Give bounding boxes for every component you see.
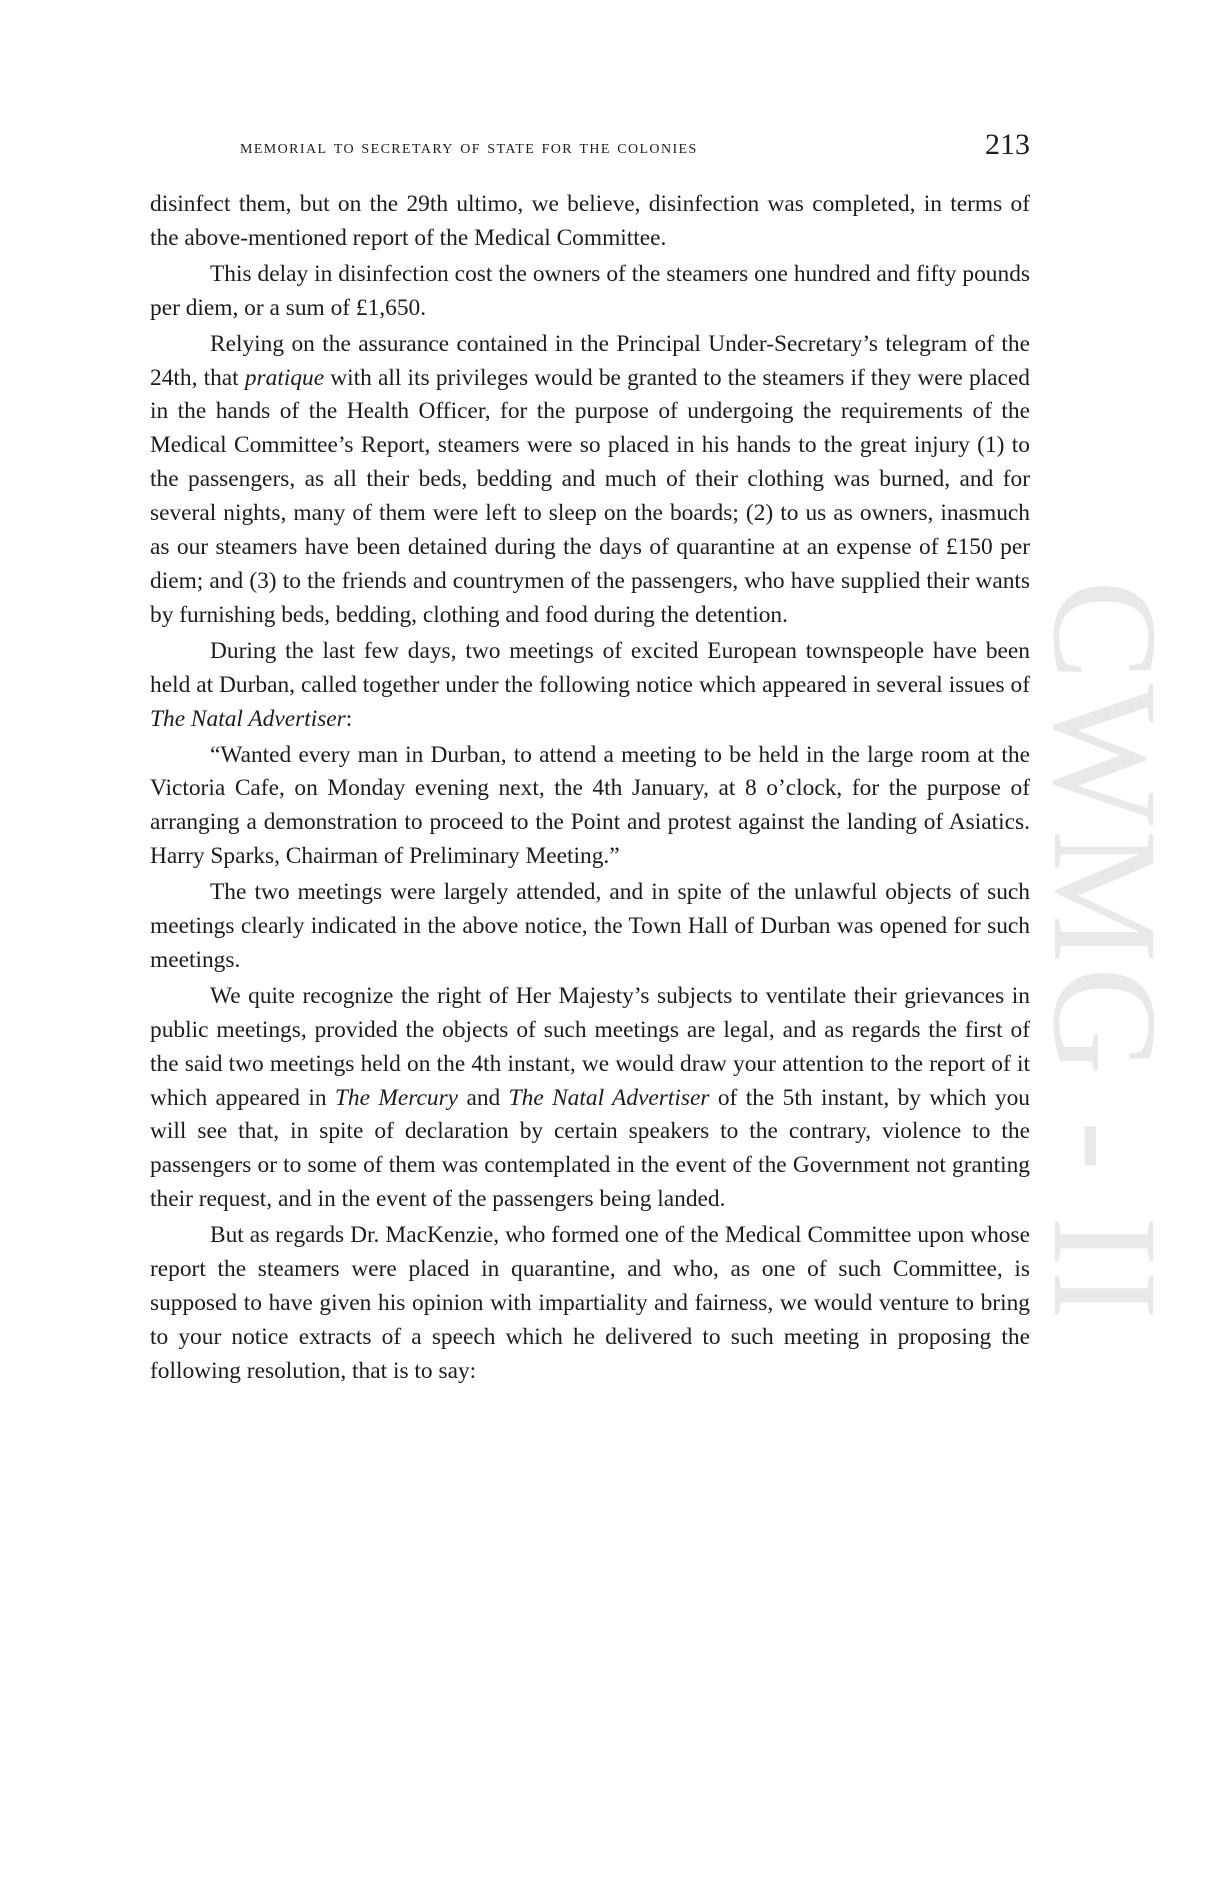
- paragraph: [150, 635, 1030, 737]
- paragraph: [150, 739, 1030, 875]
- body-text: [150, 188, 1030, 1389]
- paragraph: [150, 1219, 1030, 1389]
- paragraph: [150, 188, 1030, 256]
- italic-title: The Natal Advertiser: [508, 1084, 710, 1111]
- text-run: Relying on the assurance contained in the Principal Under-Secretary’s telegram of the 24th, that: [150, 330, 1030, 391]
- text-run: “Wanted every man in Durban, to attend a meeting to be held in the large room at the Victoria Cafe, on Monday evening next, the 4th January, at 8 o’clock, for the purpose of arranging a demonstration to proceed to the Point and protest against the landing of Asiatics. Harry Sparks, Chairman of Preliminary Meeting.”: [150, 741, 1030, 870]
- text-run: disinfect them, but on the 29th ultimo, we believe, disinfection was completed, in terms of the above-mentioned report of the Medical Committee.: [150, 191, 1030, 251]
- text-run: We quite recognize the right of Her Majesty’s subjects to ventilate their grievances in public meetings, provided the objects of such meetings are legal, and as regards the first of the said two meetings held on the 4th instant, we would draw your attention to the report of it which appeared in: [150, 982, 1030, 1111]
- running-title: memorial to secretary of state for the colonies: [240, 136, 698, 158]
- text-run: of the 5th instant, by which you will see that, in spite of declaration by certain speakers to the contrary, violence to the passengers or to some of them was contemplated in the event of the Government not granting their request, and in the event of the passengers being landed.: [150, 1084, 1030, 1213]
- document-page: [150, 128, 1030, 1389]
- text-run: But as regards Dr. MacKenzie, who formed one of the Medical Committee upon whose report the steamers were placed in quarantine, and who, as one of such Committee, is supposed to have given his opinion with impartiality and fairness, we would venture to bring to your notice extracts of a speech which he delivered to such meeting in proposing the following resolution, that is to say:: [150, 1222, 1030, 1384]
- page-number: 213: [985, 128, 1030, 161]
- text-run: During the last few days, two meetings of excited European townspeople have been held at Durban, called together under the following notice which appeared in several issues of: [150, 637, 1030, 698]
- paragraph: [150, 980, 1030, 1217]
- italic-title: The Mercury: [334, 1084, 459, 1111]
- watermark: CWMG - II: [1022, 580, 1188, 1325]
- text-run: :: [345, 705, 353, 732]
- running-head: [150, 128, 1030, 168]
- italic-title: The Natal Advertiser: [150, 705, 346, 732]
- text-run: with all its privileges would be granted to the steamers if they were placed in the hands of the Health Officer, for the purpose of undergoing the requirements of the Medical Committee’s Report, steamers were so placed in his hands to the great injury (1) to the passengers, as all their beds, bedding and much of their clothing was burned, and for several nights, many of them were left to sleep on the boards; (2) to us as owners, inasmuch as our steamers have been detained during the days of quarantine at an expense of £150 per diem; and (3) to the friends and countrymen of the passengers, who have supplied their wants by furnishing beds, bedding, clothing and food during the detention.: [150, 364, 1031, 628]
- text-run: The two meetings were largely attended, and in spite of the unlawful objects of such meetings clearly indicated in the above notice, the Town Hall of Durban was opened for such meetings.: [150, 879, 1030, 973]
- paragraph: [150, 876, 1030, 978]
- text-run: and: [458, 1084, 509, 1111]
- italic-title: pratique: [244, 364, 325, 391]
- text-run: This delay in disinfection cost the owners of the steamers one hundred and fifty pounds per diem, or a sum of £1,650.: [150, 260, 1030, 321]
- paragraph: [150, 328, 1030, 633]
- paragraph: [150, 258, 1030, 326]
